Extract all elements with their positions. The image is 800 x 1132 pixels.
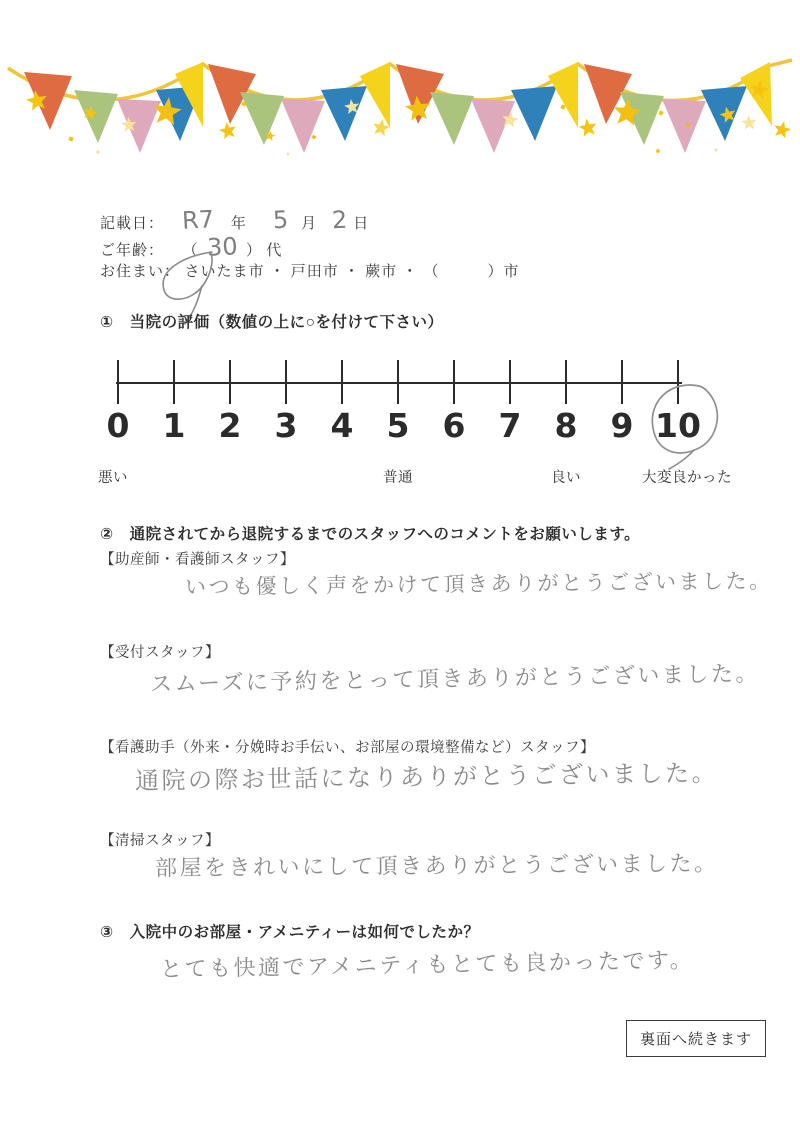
flag-pink <box>471 99 515 153</box>
scale-number-3: 3 <box>274 406 298 445</box>
answer-cleaning-handwritten: 部屋をきれいにして頂きありがとうございました。 <box>154 851 719 882</box>
scale-number-9: 9 <box>610 406 634 445</box>
answer-reception-handwritten: スムーズに予約をとって頂きありがとうございました。 <box>149 661 761 698</box>
anchor-label-normal: 普通 <box>383 470 413 486</box>
date-month-unit: 月 <box>301 215 318 232</box>
scale-number-10: 10 <box>655 406 701 445</box>
scale-tick-6 <box>453 360 455 404</box>
date-year-handwritten: R7 <box>181 205 216 235</box>
flag-blue <box>511 86 557 141</box>
q2-heading: ② 通院されてから退院するまでのスタッフへのコメントをお願いします。 <box>100 526 641 543</box>
bunting-banner <box>0 22 800 172</box>
pennant-flags <box>24 62 772 153</box>
scale-axis-line <box>116 382 682 384</box>
answer-midwife-handwritten: いつも優しく声をかけて頂きありがとうございました。 <box>184 568 773 600</box>
scale-tick-2 <box>229 360 231 404</box>
scale-number-6: 6 <box>442 406 466 445</box>
flag-blue <box>321 86 367 141</box>
age-paren-open: （ <box>182 242 199 259</box>
staff-label-cleaning: 【清掃スタッフ】 <box>100 833 220 849</box>
scale-tick-5 <box>397 360 399 404</box>
age-paren-close: ） <box>245 242 262 259</box>
scale-number-1: 1 <box>162 406 186 445</box>
scale-number-8: 8 <box>554 406 578 445</box>
date-month-handwritten: 5 <box>272 205 290 235</box>
flag-yellow <box>360 62 390 128</box>
q3-answer-handwritten: とても快適でアメニティもとても良かったです。 <box>159 948 695 983</box>
age-unit: 代 <box>266 242 283 259</box>
age-handwritten: 30 <box>206 232 239 262</box>
scale-tick-4 <box>341 360 343 404</box>
staff-label-reception: 【受付スタッフ】 <box>100 645 220 661</box>
flag-pink <box>281 99 325 153</box>
scale-tick-3 <box>285 360 287 404</box>
scale-number-7: 7 <box>498 406 522 445</box>
age-label: ご年齢： <box>100 242 165 259</box>
staff-label-assistant: 【看護助手（外来・分娩時お手伝い、お部屋の環境整備など）スタッフ】 <box>100 740 595 756</box>
scale-tick-0 <box>117 360 119 404</box>
scale-tick-9 <box>621 360 623 404</box>
residence-options: さいたま市 ・ 戸田市 ・ 蕨市 ・ （ ）市 <box>184 263 520 280</box>
date-day-handwritten: 2 <box>330 205 348 235</box>
flag-pink <box>117 99 161 153</box>
answer-assistant-handwritten: 通院の際お世話になりありがとうございました。 <box>134 758 719 796</box>
anchor-label-good: 良い <box>551 470 581 486</box>
scale-number-2: 2 <box>218 406 242 445</box>
q3-heading: ③ 入院中のお部屋・アメニティーは如何でしたか？ <box>100 924 480 941</box>
flag-green <box>430 92 474 145</box>
scale-number-4: 4 <box>330 406 354 445</box>
staff-label-midwife: 【助産師・看護師スタッフ】 <box>100 552 295 568</box>
anchor-label-verygood: 大変良かった <box>642 470 732 486</box>
scale-number-5: 5 <box>386 406 410 445</box>
flag-pink <box>662 99 706 153</box>
scale-tick-1 <box>173 360 175 404</box>
date-day-unit: 日 <box>353 215 370 232</box>
flag-green <box>240 92 284 145</box>
date-label: 記載日： <box>100 215 165 232</box>
continue-note-box: 裏面へ続きます <box>626 1020 766 1057</box>
scale-tick-7 <box>509 360 511 404</box>
anchor-label-bad: 悪い <box>98 470 128 486</box>
residence-label: お住まい： <box>100 263 181 280</box>
scale-tick-8 <box>565 360 567 404</box>
flag-green <box>74 90 118 143</box>
scale-number-0: 0 <box>106 406 130 445</box>
q1-heading: ① 当院の評価（数値の上に○を付けて下さい） <box>100 314 444 331</box>
date-year-unit: 年 <box>230 215 247 232</box>
date-row <box>100 206 369 234</box>
